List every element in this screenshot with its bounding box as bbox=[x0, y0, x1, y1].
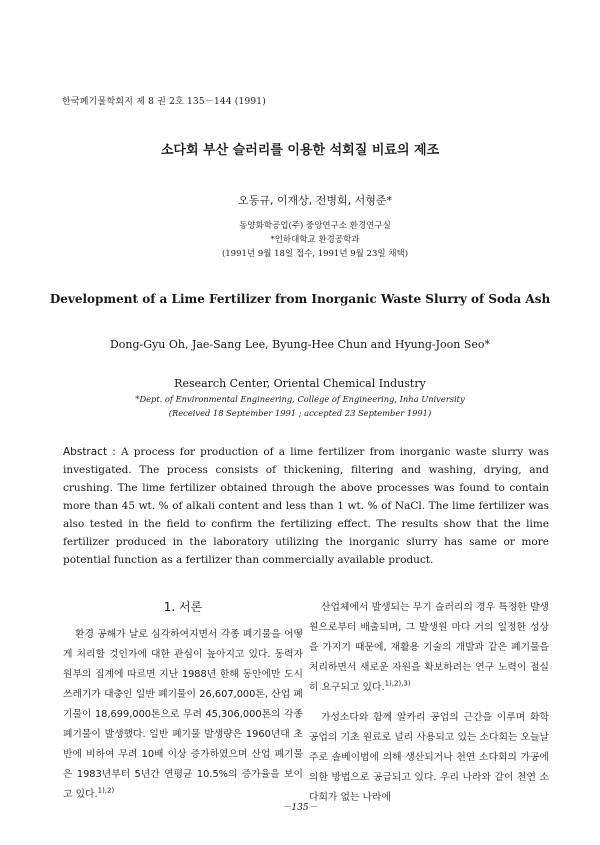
english-received-dates: (Received 18 September 1991 ; accepted 23 September 1991) bbox=[168, 408, 432, 418]
abstract-label: Abstract : bbox=[63, 446, 116, 458]
korean-authors: 오동규, 이재상, 전병회, 서형준* bbox=[238, 194, 392, 207]
body-column-right bbox=[309, 598, 549, 808]
section-heading: 1. 서론 bbox=[163, 600, 203, 614]
paragraph-1-reference: 1),2) bbox=[97, 786, 115, 795]
english-affiliation-2: *Dept. of Environmental Engineering, College of Engineering, Inha University bbox=[135, 394, 465, 404]
body-paragraph-1 bbox=[63, 625, 303, 805]
abstract-text: A process for production of a lime fertilizer from inorganic waste slurry was investigated. The process consists of thickening, filtering and washing, drying, and crushing. The lime fertilizer obtained through the above processes was found to contain more than 45 wt. % of alkali content and less than 1 wt. % of NaCl. The lime fertilizer was also tested in the field to confirm the fertilizing effect. The results show that the lime fertilizer produced in the laboratory utilizing the inorganic slurry has same or more potential function as a fertilizer than commercially available product. bbox=[63, 446, 550, 566]
body-paragraph-3: 가성소다와 함께 알카리 공업의 근간을 이루며 화학 공업의 기초 원료로 널리 사용되고 있는 소다회는 오늘날 주로 솔베이법에 의해 생산되거나 천연 소다회의 가공에 의한 방법으로 공급되고 있다. 우리 나라와 같이 천연 소다회가 없는 나라에 bbox=[309, 712, 549, 803]
journal-header: 한국폐기물학회지 제 8 권 2호 135－144 (1991) bbox=[62, 97, 266, 107]
page-number: －135－ bbox=[282, 803, 318, 813]
korean-affiliation-1: 동양화학공업(주) 중앙연구소 환경연구실 bbox=[239, 221, 391, 231]
korean-received-dates: (1991년 9월 18일 접수, 1991년 9월 23일 채택) bbox=[221, 249, 409, 259]
body-paragraph-2 bbox=[309, 598, 549, 698]
korean-affiliation-2: *인하대학교 환경공학과 bbox=[270, 235, 360, 245]
paragraph-2-text: 산업체에서 발생되는 무기 슬러리의 경우 특정한 발생원으로부터 배출되며, 그 발생원 마다 거의 일정한 성상을 가지기 때문에, 재활용 기술의 개발과 같은 폐기물을 처리하면서 새로운 자원을 확보하려는 연구 노력이 절실히 요구되고 있다. bbox=[309, 602, 549, 693]
english-title: Development of a Lime Fertilizer from Inorganic Waste Slurry of Soda Ash bbox=[49, 292, 551, 306]
paragraph-2-reference: 1),2),3) bbox=[384, 679, 411, 688]
paragraph-1-text: 환경 공해가 날로 심각하여지면서 각종 폐기물을 어떻게 처리할 것인가에 대한 관심이 높아지고 있다. 동력자원부의 집계에 따르면 지난 1988년 한해 동안에만 도시 쓰레기가 대충인 일반 폐기물이 26,607,000톤, 산업 폐기물이 18,699,000톤으로 무려 45,306,000톤의 각종 폐기물이 발생했다. 일반 폐기물 발생량은 1960년대 초반에 비하여 무려 10배 이상 증가하였으며 산업 폐기물은 1983년부터 5년간 연평균 10.5%의 증가율을 보이고 있다. bbox=[63, 629, 303, 800]
abstract bbox=[63, 443, 549, 569]
english-authors: Dong-Gyu Oh, Jae-Sang Lee, Byung-Hee Chun and Hyung-Joon Seo* bbox=[109, 338, 490, 351]
body-column-left bbox=[63, 598, 303, 805]
english-affiliation-1: Research Center, Oriental Chemical Industry bbox=[174, 377, 426, 390]
korean-title: 소다회 부산 슬러리를 이용한 석회질 비료의 제조 bbox=[160, 143, 440, 158]
